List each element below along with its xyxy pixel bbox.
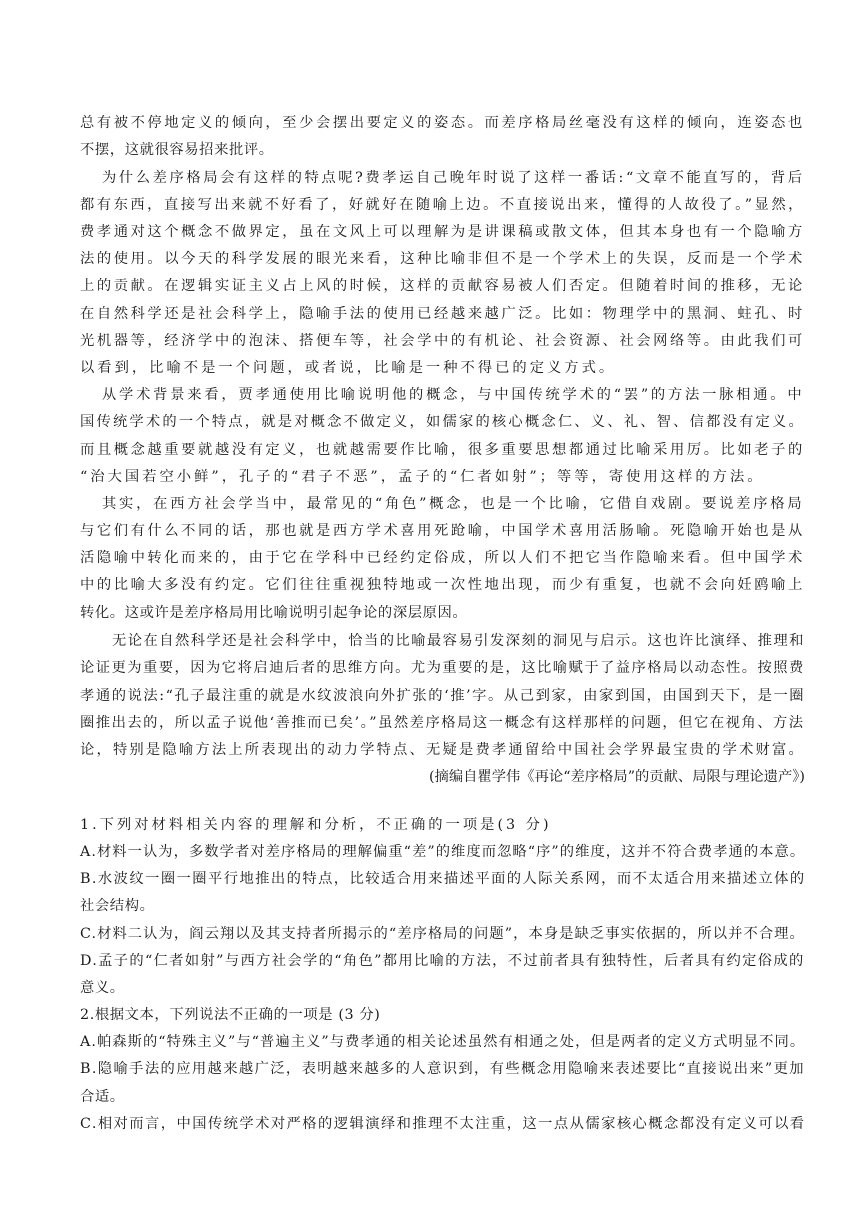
question-1-option-d: D.孟子的“仁者如射”与西方社会学的“角色”都用比喻的方法，不过前者具有独特性，后者具有约定俗成的 bbox=[80, 953, 805, 969]
question-2-option-b: B.隐喻手法的应用越来越广泛，表明越来越多的人意识到，有些概念用隐喻来表述要比“直接说出来”更加 bbox=[80, 1061, 805, 1077]
question-1-stem: 1.下列对材料相关内容的理解和分析，不正确的一项是(3 分) bbox=[80, 817, 552, 833]
passage-line: 费孝通对这个概念不做界定，虽在文风上可以理解为是讲课稿或散文体，但其本身也有一个隐喻方 bbox=[80, 224, 805, 240]
passage-line: 总有被不停地定义的倾向，至少会摆出要定义的姿态。而差序格局丝毫没有这样的倾向，连姿态也 bbox=[80, 115, 805, 131]
passage-line: 与它们有什么不同的话，那也就是西方学术喜用死跄喻，中国学术喜用活肠喻。死隐喻开始也是从 bbox=[80, 523, 805, 539]
question-1-option-d-cont: 意义。 bbox=[80, 980, 125, 996]
passage-line: 都有东西，直接写出来就不好看了，好就好在随喻上边。不直接说出来，懂得的人故役了。”显然， bbox=[80, 197, 805, 213]
passage-line: 光机器等，经济学中的泡沫、搭便车等，社会学中的有机论、社会资源、社会网络等。由此我们可 bbox=[80, 333, 805, 349]
passage-line: 活隐喻中转化而来的，由于它在学科中已经约定俗成，所以人们不把它当作隐喻来看。但中国学术 bbox=[80, 550, 805, 566]
passage-line: 以看到，比喻不是一个问题，或者说，比喻是一种不得已的定义方式。 bbox=[80, 360, 617, 376]
question-2-option-c: C.相对而言，中国传统学术对严格的逻辑演绎和推理不太注重，这一点从儒家核心概念都没有定义可以看 bbox=[80, 1116, 806, 1132]
passage-line: 论，特别是隐喻方法上所表现出的动力学特点、无疑是费孝通留给中国社会学界最宝贵的学术财富。 bbox=[80, 742, 805, 758]
passage-line: 转化。这或许是差序格局用比喻说明引起争论的深层原因。 bbox=[80, 605, 468, 621]
passage-line: 国传统学术的一个特点，就是对概念不做定义，如儒家的核心概念仁、义、礼、智、信都没有定义。 bbox=[80, 414, 805, 430]
paragraph-first-line: 无论在自然科学还是社会科学中，恰当的比喻最容易引发深刻的洞见与启示。这也许比演绎、推理和 bbox=[112, 633, 805, 649]
question-1-option-c: C.材料二认为，阎云翔以及其支持者所揭示的“差序格局的问题”，本身是缺乏事实依据的，所以并不合理。 bbox=[80, 926, 805, 942]
question-2-option-a: A.帕森斯的“特殊主义”与“普遍主义”与费孝通的相关论述虽然有相通之处，但是两者的定义方式明显不同。 bbox=[80, 1034, 806, 1050]
passage-line: “治大国若空小鲜”，孔子的“君子不恶”，孟子的“仁者如射”；等等，寄使用这样的方法。 bbox=[80, 469, 765, 485]
paragraph-first-line: 其实，在西方社会学当中，最常见的“角色”概念，也是一个比喻，它借自戏剧。要说差序格局 bbox=[102, 496, 805, 512]
paragraph-first-line: 为什么差序格局会有这样的特点呢?费孝运自己晚年时说了这样一番话:“文章不能直写的，背后 bbox=[102, 170, 805, 186]
passage-line: 论证更为重要，因为它将启迪后者的思维方向。尤为重要的是，这比喻赋于了益序格局以动态性。按照费 bbox=[80, 660, 805, 676]
passage-line: 在自然科学还是社会科学上，隐喻手法的使用已经越来越广泛。比如：物理学中的黑洞、蛀孔、时 bbox=[80, 306, 805, 322]
question-2-stem: 2.根据文本，下列说法不正确的一项是 (3 分) bbox=[80, 1007, 381, 1023]
paragraph-first-line: 从学术背景来看，贾孝通使用比喻说明他的概念，与中国传统学术的“罢”的方法一脉相通。中 bbox=[102, 387, 805, 403]
passage-line: 中的比喻大多没有约定。它们往往重视独特地或一次性地出现，而少有重复，也就不会向妊鸥喻上 bbox=[80, 577, 805, 593]
question-1-option-b: B.水波纹一圈一圈平行地推出的特点，比较适合用来描述平面的人际关系网，而不太适合用来描述立体的 bbox=[80, 871, 806, 887]
passage-line: 上的贡献。在逻辑实证主义占上风的时候，这样的贡献容易被人们否定。但随着时间的推移，无论 bbox=[80, 278, 805, 294]
question-1-option-b-cont: 社会结构。 bbox=[80, 898, 155, 914]
passage-line: 圈推出去的，所以孟子说他‘善推而已矣’。”虽然差序格局这一概念有这样那样的问题，但它在视角、方法 bbox=[80, 715, 805, 731]
question-2-option-b-cont: 合适。 bbox=[80, 1089, 125, 1105]
source-citation: (摘编自瞿学伟《再论“差序格局”的贡献、局限与理论遗产》) bbox=[428, 769, 805, 785]
passage-line: 而且概念越重要就越没有定义，也就越需要作比喻，很多重要思想都通过比喻采用厉。比如老子的 bbox=[80, 442, 805, 458]
passage-line: 孝通的说法:“孔子最注重的就是水纹波浪向外扩张的‘推’字。从己到家，由家到国，由国到天下，是一圈 bbox=[80, 688, 806, 704]
passage-line: 法的使用。以今天的科学发展的眼光来看，这种比喻非但不是一个学术上的失误，反而是一个学术 bbox=[80, 251, 805, 267]
passage-line: 不摆，这就很容易招来批评。 bbox=[80, 142, 274, 158]
question-1-option-a: A.材料一认为，多数学者对差序格局的理解偏重“差”的维度而忽略“序”的维度，这并不符合费孝通的本意。 bbox=[80, 844, 806, 860]
